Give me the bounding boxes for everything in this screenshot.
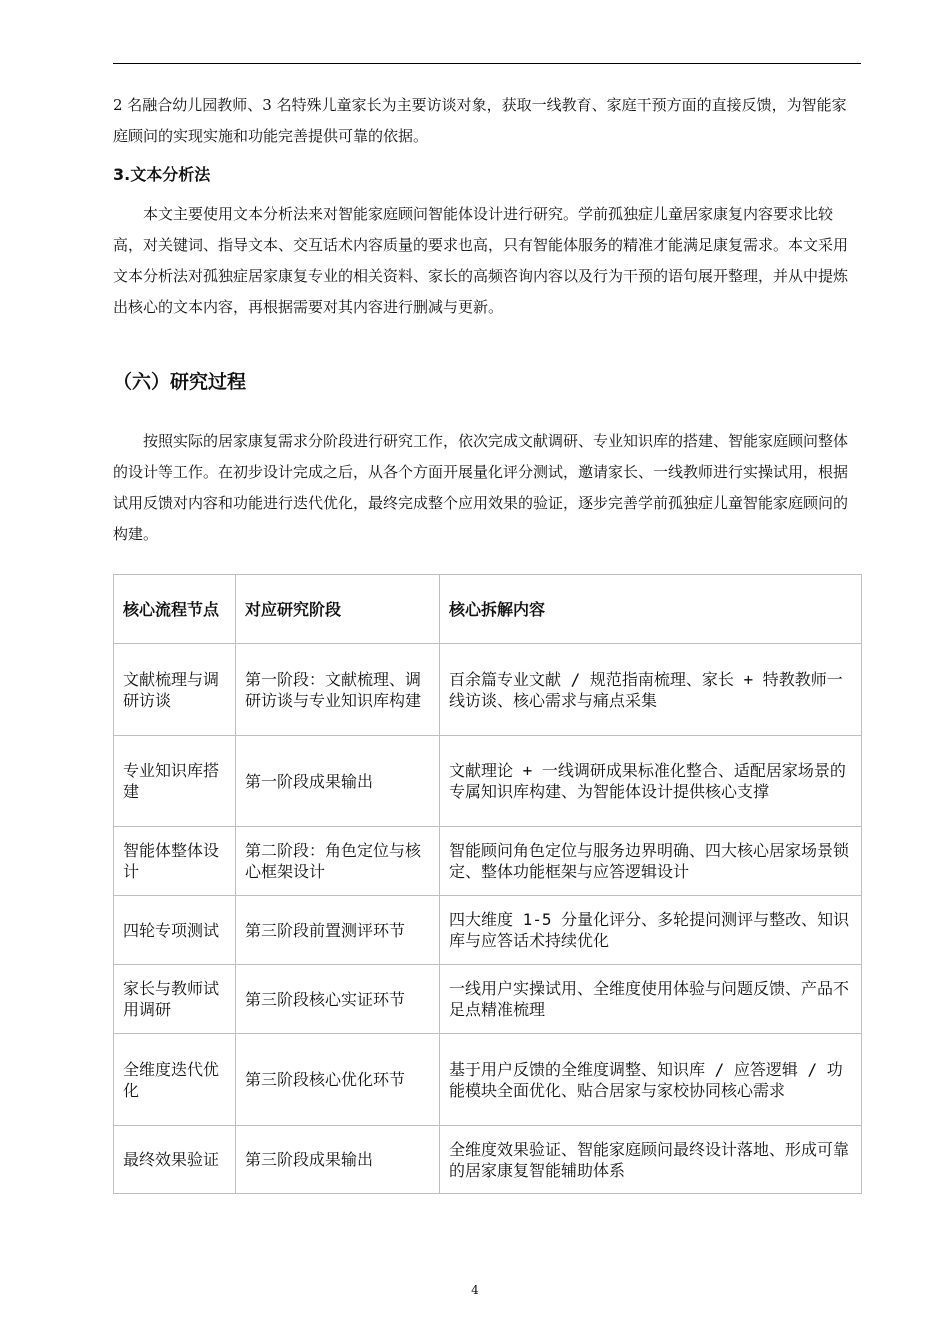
table-cell: 文献梳理与调研访谈 xyxy=(114,644,236,736)
heading-research-process: （六）研究过程 xyxy=(113,371,247,393)
table-cell: 第三阶段前置测评环节 xyxy=(236,896,440,965)
header-cell: 对应研究阶段 xyxy=(236,575,440,644)
table-cell: 百余篇专业文献 / 规范指南梳理、家长 + 特教教师一线访谈、核心需求与痛点采集 xyxy=(440,644,862,736)
header-cell: 核心流程节点 xyxy=(114,575,236,644)
table-cell: 智能顾问角色定位与服务边界明确、四大核心居家场景锁定、整体功能框架与应答逻辑设计 xyxy=(440,827,862,896)
heading-text-analysis: 3.文本分析法 xyxy=(113,165,211,184)
table-row xyxy=(114,965,862,1034)
table-cell: 全维度效果验证、智能家庭顾问最终设计落地、形成可靠的居家康复智能辅助体系 xyxy=(440,1126,862,1194)
table-row xyxy=(114,827,862,896)
table-cell: 第二阶段：角色定位与核心框架设计 xyxy=(236,827,440,896)
table-cell: 智能体整体设计 xyxy=(114,827,236,896)
page-number: 4 xyxy=(471,1283,479,1297)
table-cell: 第三阶段核心优化环节 xyxy=(236,1034,440,1126)
header-rule xyxy=(113,63,861,64)
table-cell: 四大维度 1-5 分量化评分、多轮提问测评与整改、知识库与应答话术持续优化 xyxy=(440,896,862,965)
table-cell: 家长与教师试用调研 xyxy=(114,965,236,1034)
table-cell: 第一阶段：文献梳理、调研访谈与专业知识库构建 xyxy=(236,644,440,736)
table-row xyxy=(114,736,862,827)
paragraph-text-analysis: 本文主要使用文本分析法来对智能家庭顾问智能体设计进行研究。学前孤独症儿童居家康复内容要求比较高，对关键词、指导文本、交互话术内容质量的要求也高，只有智能体服务的精准才能满足康复需求。本文采用文本分析法对孤独症居家康复专业的相关资料、家长的高频咨询内容以及行为干预的语句展开整理，并从中提炼出核心的文本内容，再根据需要对其内容进行删减与更新。 xyxy=(113,205,849,316)
header-cell: 核心拆解内容 xyxy=(440,575,862,644)
table-row xyxy=(114,644,862,736)
paragraph-interview-subjects: 2 名融合幼儿园教师、3 名特殊儿童家长为主要访谈对象，获取一线教育、家庭干预方面的直接反馈，为智能家庭顾问的实现实施和功能完善提供可靠的依据。 xyxy=(113,96,847,145)
table-cell: 最终效果验证 xyxy=(114,1126,236,1194)
table-row xyxy=(114,1126,862,1194)
table-cell: 第三阶段核心实证环节 xyxy=(236,965,440,1034)
table-cell: 专业知识库搭建 xyxy=(114,736,236,827)
table-cell: 基于用户反馈的全维度调整、知识库 / 应答逻辑 / 功能模块全面优化、贴合居家与家校协同核心需求 xyxy=(440,1034,862,1126)
table-cell: 全维度迭代优化 xyxy=(114,1034,236,1126)
paragraph-research-process: 按照实际的居家康复需求分阶段进行研究工作，依次完成文献调研、专业知识库的搭建、智能家庭顾问整体的设计等工作。在初步设计完成之后，从各个方面开展量化评分测试，邀请家长、一线教师进行实操试用，根据试用反馈对内容和功能进行迭代优化，最终完成整个应用效果的验证，逐步完善学前孤独症儿童智能家庭顾问的构建。 xyxy=(113,432,849,543)
research-process-table xyxy=(113,574,862,1194)
table-cell: 第一阶段成果输出 xyxy=(236,736,440,827)
table-cell: 第三阶段成果输出 xyxy=(236,1126,440,1194)
table-cell: 文献理论 + 一线调研成果标准化整合、适配居家场景的专属知识库构建、为智能体设计提供核心支撑 xyxy=(440,736,862,827)
table-header-row xyxy=(114,575,862,644)
table-cell: 一线用户实操试用、全维度使用体验与问题反馈、产品不足点精准梳理 xyxy=(440,965,862,1034)
table-cell: 四轮专项测试 xyxy=(114,896,236,965)
table-row xyxy=(114,1034,862,1126)
table-row xyxy=(114,896,862,965)
